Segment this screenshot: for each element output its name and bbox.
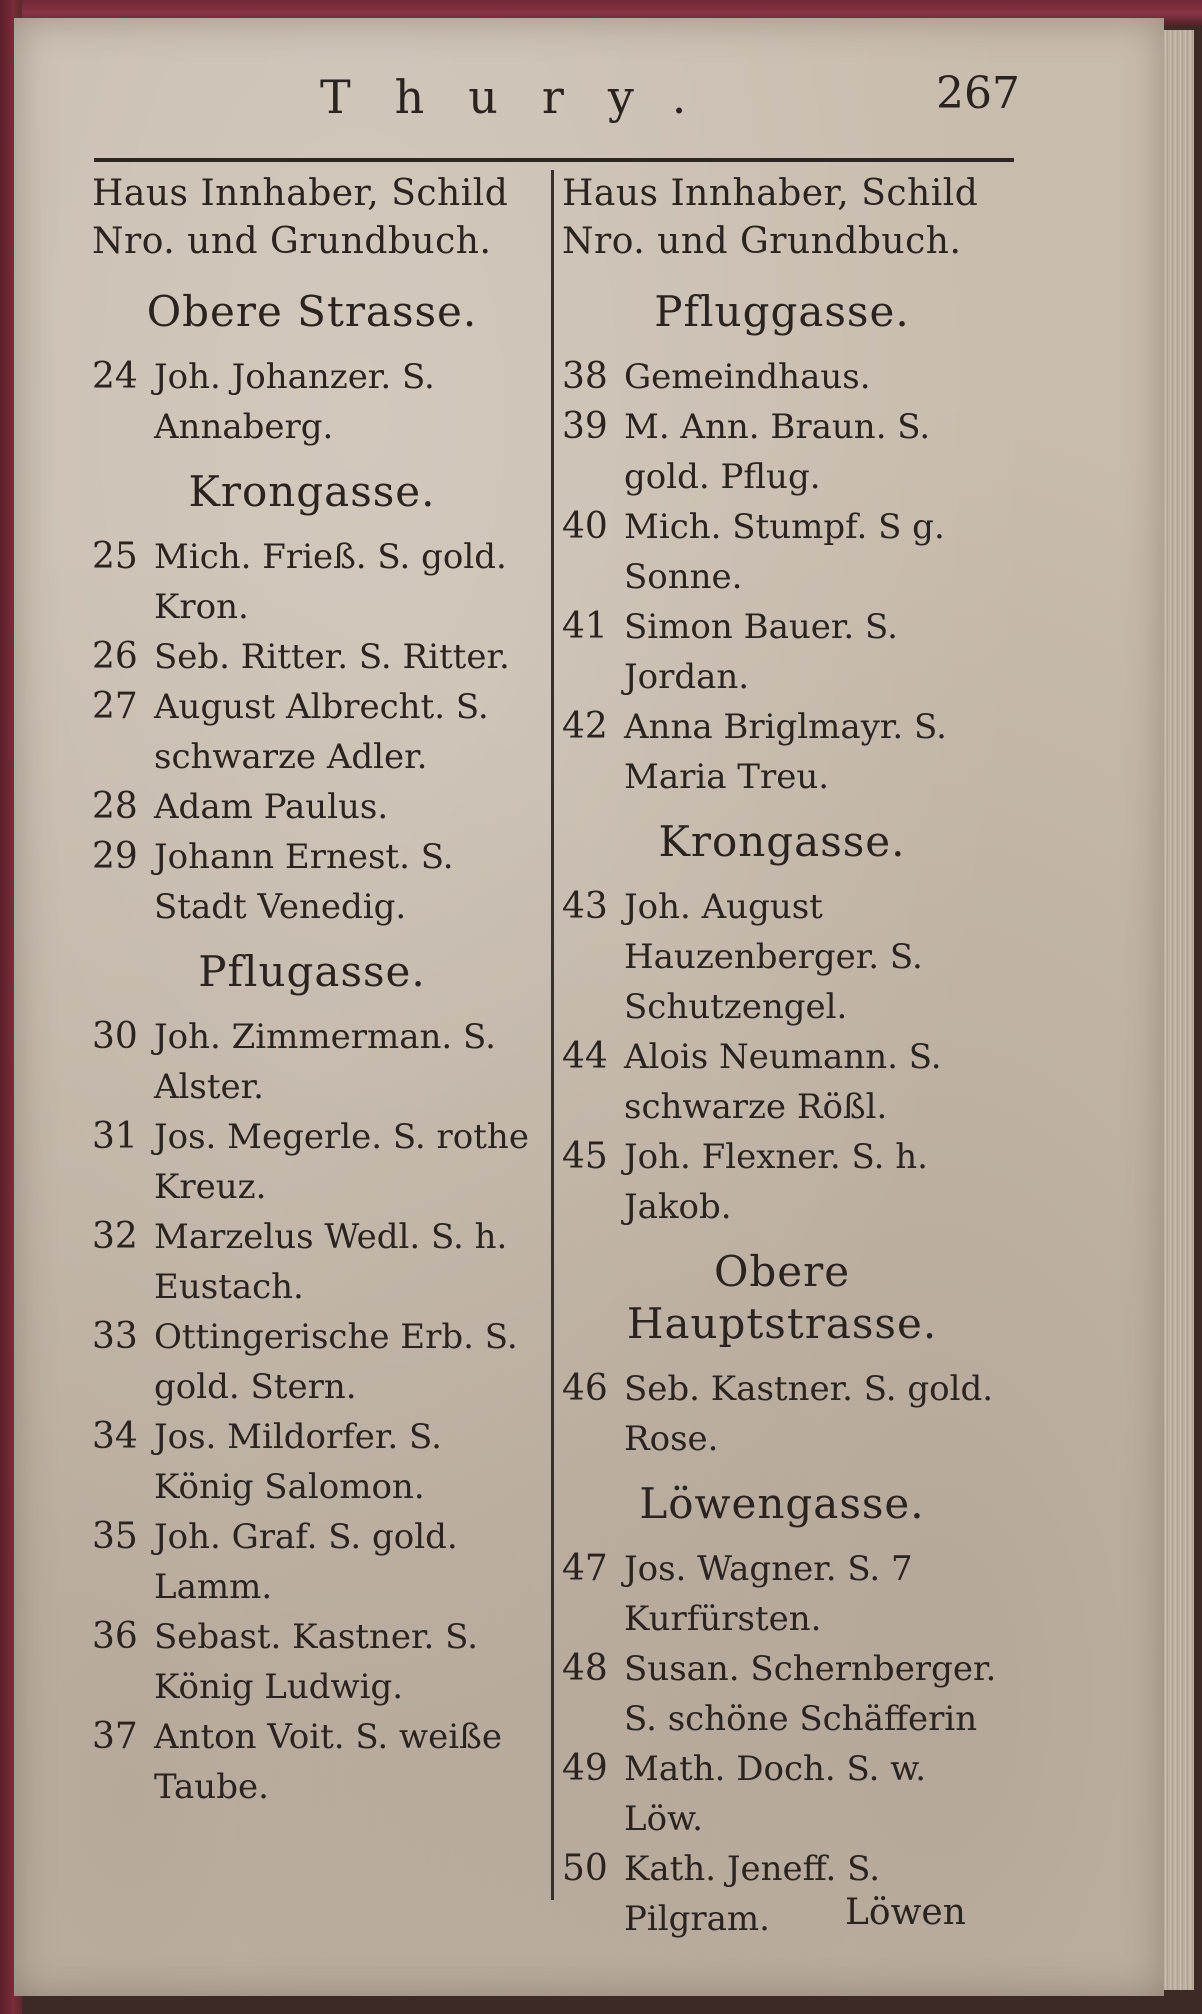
house-number: 43 <box>562 886 608 927</box>
house-number: 42 <box>562 706 608 747</box>
owner-and-sign: Mich. Frieß. S. gold. Kron. <box>154 537 507 627</box>
section-title: Krongasse. <box>188 467 436 516</box>
house-number: 46 <box>562 1368 608 1409</box>
house-entry <box>92 1112 532 1212</box>
owner-and-sign: Marzelus Wedl. S. h. Eustach. <box>154 1217 508 1307</box>
owner-and-sign: Gemeindhaus. <box>624 357 871 397</box>
house-entry <box>92 1212 532 1312</box>
page-number: 267 <box>936 68 1020 119</box>
house-entry <box>92 682 532 782</box>
section-title: Löwengasse. <box>639 1479 925 1528</box>
owner-and-sign: Anton Voit. S. weiße Taube. <box>154 1717 502 1807</box>
house-number: 28 <box>92 786 138 827</box>
house-entry <box>92 1612 532 1712</box>
owner-and-sign: Seb. Kastner. S. gold. Rose. <box>624 1369 994 1459</box>
section-title: Obere Strasse. <box>146 287 478 336</box>
house-number: 40 <box>562 506 608 547</box>
house-entry <box>562 402 1002 502</box>
house-number: 48 <box>562 1648 608 1689</box>
house-entry <box>562 352 1002 402</box>
house-number: 32 <box>92 1216 138 1257</box>
running-title: Thury. <box>320 70 731 124</box>
house-number: 29 <box>92 836 138 877</box>
column-head-line: Nro. und Grundbuch. <box>562 221 962 262</box>
header-rule <box>94 158 1014 162</box>
column-head <box>562 170 1002 266</box>
owner-and-sign: Math. Doch. S. w. Löw. <box>624 1749 927 1839</box>
owner-and-sign: Susan. Schernberger. S. schöne Schäfferin <box>624 1649 997 1739</box>
house-number: 34 <box>92 1416 138 1457</box>
house-number: 38 <box>562 356 608 397</box>
house-entry <box>92 1712 532 1812</box>
house-number: 45 <box>562 1136 608 1177</box>
house-number: 33 <box>92 1316 138 1357</box>
owner-and-sign: Joh. Zimmerman. S. Alster. <box>154 1017 496 1107</box>
house-number: 31 <box>92 1116 138 1157</box>
owner-and-sign: Seb. Ritter. S. Ritter. <box>154 637 510 677</box>
house-number: 50 <box>562 1848 608 1889</box>
owner-and-sign: Joh. August Hauzenberger. S. Schutzengel. <box>624 887 923 1027</box>
section-title: Pfluggasse. <box>654 287 910 336</box>
owner-and-sign: Mich. Stumpf. S g. Sonne. <box>624 507 945 597</box>
house-entry <box>562 1644 1002 1744</box>
house-number: 37 <box>92 1716 138 1757</box>
owner-and-sign: Kath. Jeneff. S. Pilgram. <box>624 1849 881 1939</box>
right-column <box>562 170 1002 1944</box>
house-entry <box>92 1512 532 1612</box>
owner-and-sign: Adam Paulus. <box>154 787 389 827</box>
house-number: 27 <box>92 686 138 727</box>
owner-and-sign: Joh. Flexner. S. h. Jakob. <box>624 1137 928 1227</box>
house-number: 25 <box>92 536 138 577</box>
house-entry <box>92 1012 532 1112</box>
owner-and-sign: Jos. Megerle. S. rothe Kreuz. <box>154 1117 529 1207</box>
column-head-line: Haus Innhaber, Schild <box>562 173 979 214</box>
section-title: Obere Hauptstrasse. <box>626 1247 938 1348</box>
house-entry <box>562 1364 1002 1464</box>
left-sections <box>92 286 532 1812</box>
house-number: 47 <box>562 1548 608 1589</box>
house-number: 44 <box>562 1036 608 1077</box>
owner-and-sign: Simon Bauer. S. Jordan. <box>624 607 898 697</box>
house-number: 36 <box>92 1616 138 1657</box>
house-number: 30 <box>92 1016 138 1057</box>
house-entry <box>562 1032 1002 1132</box>
section-title: Pflugasse. <box>198 947 426 996</box>
owner-and-sign: Jos. Mildorfer. S. König Salomon. <box>154 1417 442 1507</box>
house-entry <box>562 1132 1002 1232</box>
house-entry <box>562 502 1002 602</box>
owner-and-sign: August Albrecht. S. schwarze Adler. <box>154 687 489 777</box>
page-edge-stack <box>1164 30 1194 1990</box>
section-title: Krongasse. <box>658 817 906 866</box>
owner-and-sign: Joh. Graf. S. gold. Lamm. <box>154 1517 458 1607</box>
owner-and-sign: Joh. Johanzer. S. Annaberg. <box>154 357 435 447</box>
column-divider <box>551 170 554 1900</box>
column-head-line: Nro. und Grundbuch. <box>92 221 492 262</box>
house-entry <box>92 832 532 932</box>
right-sections <box>562 286 1002 1944</box>
house-number: 39 <box>562 406 608 447</box>
left-column <box>92 170 532 1812</box>
house-number: 26 <box>92 636 138 677</box>
column-head-line: Haus Innhaber, Schild <box>92 173 509 214</box>
owner-and-sign: Jos. Wagner. S. 7 Kurfürsten. <box>624 1549 913 1639</box>
house-entry <box>562 1544 1002 1644</box>
owner-and-sign: M. Ann. Braun. S. gold. Pflug. <box>624 407 931 497</box>
house-entry <box>92 1412 532 1512</box>
house-number: 24 <box>92 356 138 397</box>
page-header <box>90 60 1020 130</box>
owner-and-sign: Johann Ernest. S. Stadt Venedig. <box>154 837 454 927</box>
house-entry <box>92 532 532 632</box>
house-number: 41 <box>562 606 608 647</box>
house-entry <box>92 352 532 452</box>
house-entry <box>562 602 1002 702</box>
house-entry <box>92 1312 532 1412</box>
house-number: 35 <box>92 1516 138 1557</box>
house-entry <box>562 882 1002 1032</box>
house-entry <box>562 1744 1002 1844</box>
column-head <box>92 170 532 266</box>
house-number: 49 <box>562 1748 608 1789</box>
house-entry <box>92 632 532 682</box>
owner-and-sign: Sebast. Kastner. S. König Ludwig. <box>154 1617 478 1707</box>
owner-and-sign: Ottingerische Erb. S. gold. Stern. <box>154 1317 518 1407</box>
house-entry <box>562 702 1002 802</box>
owner-and-sign: Anna Briglmayr. S. Maria Treu. <box>624 707 947 797</box>
house-entry <box>92 782 532 832</box>
owner-and-sign: Alois Neumann. S. schwarze Rößl. <box>624 1037 942 1127</box>
catchword: Löwen <box>845 1892 966 1933</box>
